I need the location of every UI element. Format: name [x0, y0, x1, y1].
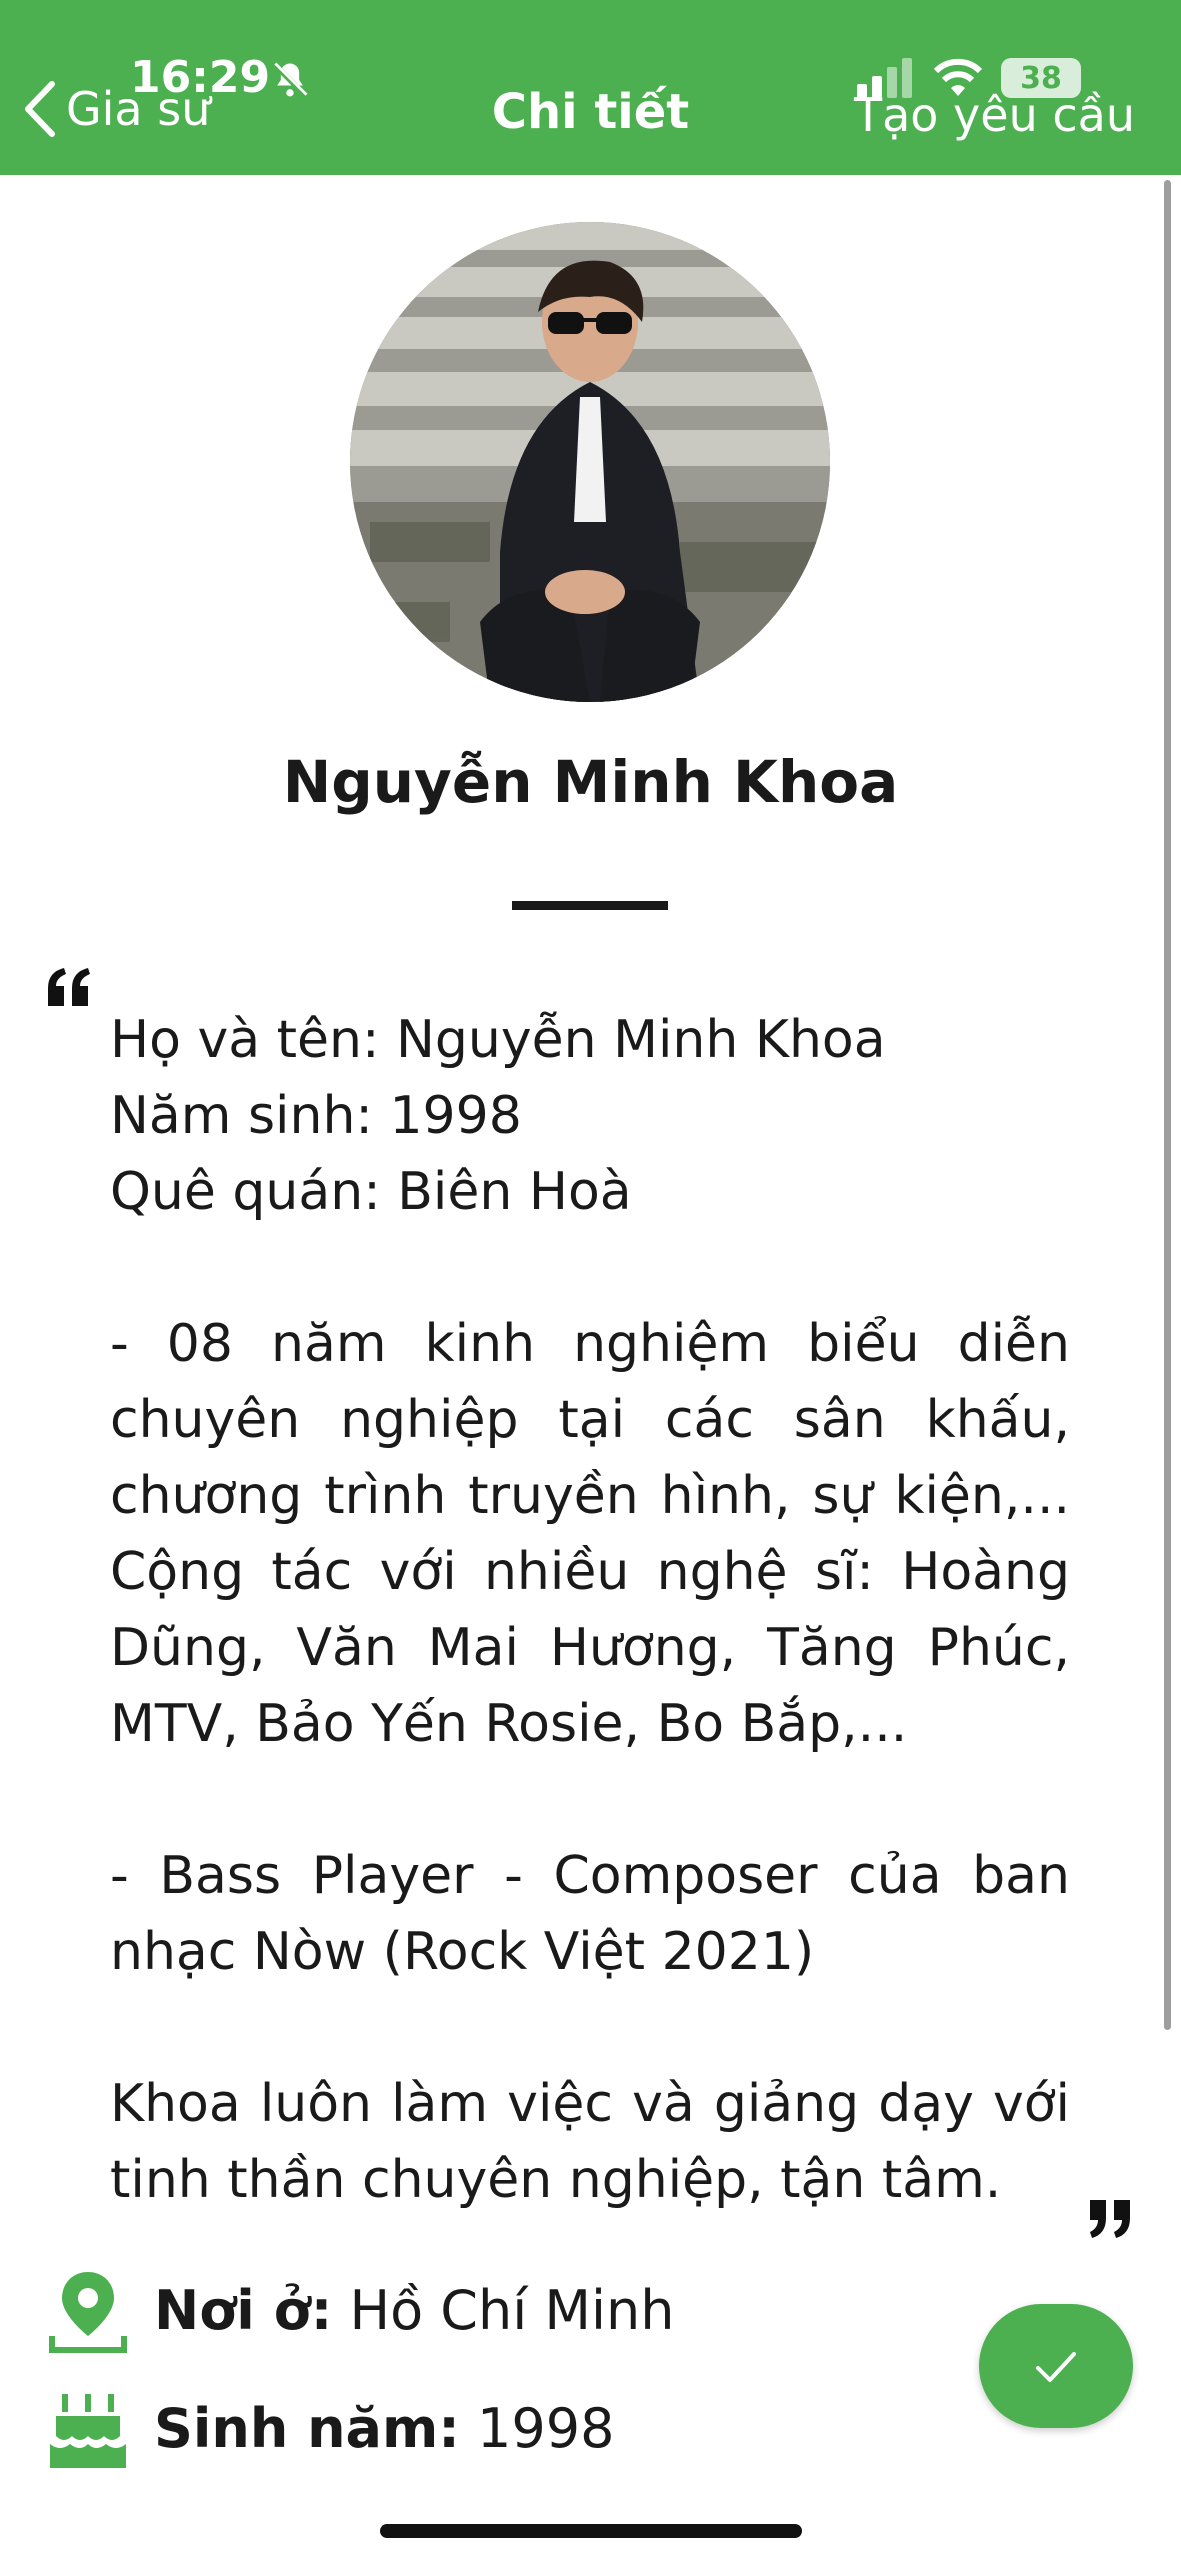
divider — [512, 901, 668, 910]
bio-hometown: Quê quán: Biên Hoà — [110, 1162, 632, 1222]
page-title: Chi tiết — [491, 84, 690, 140]
bio-fullname: Họ và tên: Nguyễn Minh Khoa — [110, 1010, 886, 1070]
birth-row — [44, 2384, 614, 2472]
birth-value: 1998 — [477, 2396, 615, 2460]
back-label: Gia sư — [66, 82, 211, 136]
profile-photo — [350, 222, 830, 702]
quote-close-icon — [1086, 2196, 1136, 2240]
bio-closing: Khoa luôn làm việc và giảng dạy với tinh thần chuyên nghiệp, tận tâm. — [110, 2074, 1070, 2210]
battery-icon: 38 — [1001, 58, 1081, 98]
location-row — [44, 2266, 674, 2354]
location-value: Hồ Chí Minh — [349, 2278, 675, 2342]
birth-label: Sinh năm: — [154, 2396, 460, 2460]
check-icon — [1030, 2340, 1082, 2392]
header-bar — [0, 0, 1181, 175]
create-request-button[interactable]: Tạo yêu cầu — [854, 88, 1135, 142]
avatar — [350, 222, 830, 702]
location-label: Nơi ở: — [154, 2278, 333, 2342]
status-time: 16:29 — [130, 52, 271, 103]
bio-text — [110, 1002, 1070, 2218]
bio-experience: - 08 năm kinh nghiệm biểu diễn chuyên nghiệp tại các sân khấu, chương trình truyền hình, sự kiện,... Cộng tác với nhiều nghệ sĩ: Hoàng Dũng, Văn Mai Hương, Tăng Phúc, MTV, Bảo Yến Rosie, Bo Bắp,... — [110, 1314, 1070, 1754]
bio-birth-year: Năm sinh: 1998 — [110, 1086, 522, 1146]
chevron-left-icon — [22, 80, 58, 138]
map-pin-icon — [44, 2266, 132, 2354]
bell-off-icon — [268, 58, 312, 102]
birthday-cake-icon — [44, 2384, 132, 2472]
bio-band: - Bass Player - Composer của ban nhạc Nòw (Rock Việt 2021) — [110, 1846, 1070, 1982]
back-button[interactable] — [22, 80, 210, 138]
home-indicator[interactable] — [380, 2524, 802, 2538]
tutor-name: Nguyễn Minh Khoa — [282, 748, 899, 816]
quote-open-icon — [44, 966, 94, 1010]
scrollbar[interactable] — [1164, 180, 1171, 2030]
confirm-button[interactable] — [979, 2304, 1133, 2428]
